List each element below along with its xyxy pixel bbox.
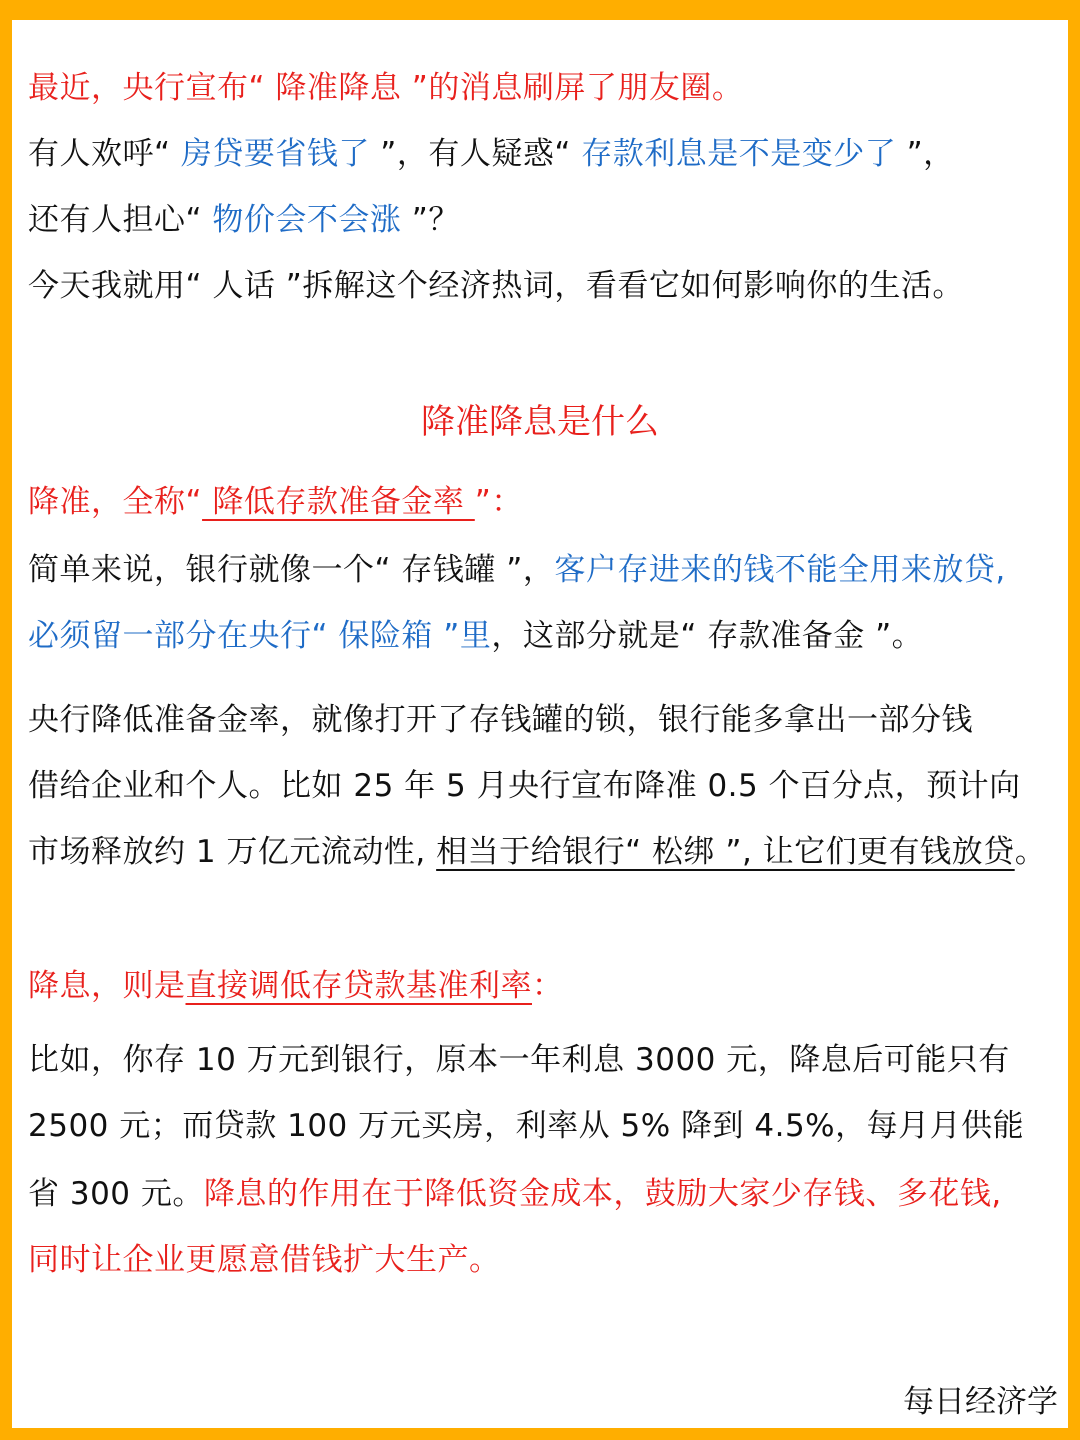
intro-highlight-deposit: 存款利息是不是变少了	[581, 136, 897, 172]
rate-line-1	[28, 1040, 1010, 1080]
rrr-title	[28, 482, 523, 522]
rate-title-c: ：	[532, 968, 564, 1004]
rrr-p1-highlight: 客户存进来的钱不能全用来放贷,	[554, 552, 1006, 588]
rate-line-2-text: 2500 元；而贷款 100 万元买房，利率从 5% 降到 4.5%，每月月供能	[28, 1108, 1025, 1144]
section-title: 降准降息是什么	[421, 402, 659, 442]
intro-line-2-c: ”，有人疑惑“	[369, 136, 582, 172]
intro-highlight-mortgage: 房贷要省钱了	[180, 136, 370, 172]
rrr-title-a: 降准，全称“	[28, 484, 203, 520]
intro-line-1-text: 最近，央行宣布“ 降准降息 ”的消息刷屏了朋友圈。	[28, 70, 744, 106]
intro-highlight-prices: 物价会不会涨	[212, 202, 402, 238]
rate-line-3-highlight: 降息的作用在于降低资金成本，鼓励大家少存钱、多花钱,	[203, 1176, 1002, 1212]
rrr-p2-line-2	[28, 766, 1021, 806]
rrr-p2-line-3	[28, 832, 1046, 872]
rrr-p2-line-1-text: 央行降低准备金率，就像打开了存钱罐的锁，银行能多拿出一部分钱	[28, 702, 973, 738]
rate-title-a: 降息，则是	[28, 968, 186, 1004]
intro-line-2-a: 有人欢呼“	[28, 136, 181, 172]
rrr-p2-line-3-c: 。	[1014, 834, 1047, 870]
rrr-p1-line-2-b: ，这部分就是“ 存款准备金 ”。	[491, 618, 924, 654]
intro-line-2	[28, 134, 955, 174]
intro-line-3-c: ”？	[401, 202, 460, 238]
article-card	[12, 20, 1068, 1428]
rate-title-term: 直接调低存贷款基准利率	[185, 968, 532, 1004]
rrr-p1-line-2	[28, 616, 923, 656]
rrr-p2-underlined: 相当于给银行“ 松绑 ”, 让它们更有钱放贷	[436, 834, 1015, 870]
rrr-p2-line-3-a: 市场释放约 1 万亿元流动性,	[28, 834, 437, 870]
rrr-p2-line-2-text: 借给企业和个人。比如 25 年 5 月央行宣布降准 0.5 个百分点，预计向	[28, 768, 1021, 804]
rate-line-3-a: 省 300 元。	[28, 1176, 204, 1212]
rate-line-2	[28, 1106, 1024, 1146]
footer-brand: 每日经济学	[903, 1384, 1058, 1420]
rate-line-4	[28, 1240, 501, 1280]
intro-line-4	[28, 266, 964, 306]
rate-title	[28, 966, 564, 1006]
rate-line-4-text: 同时让企业更愿意借钱扩大生产。	[28, 1242, 501, 1278]
intro-line-3	[28, 200, 460, 240]
intro-line-2-e: ”，	[896, 136, 955, 172]
rate-line-3	[28, 1174, 1002, 1214]
rrr-p1-line-1-a: 简单来说，银行就像一个“ 存钱罐 ”，	[28, 552, 555, 588]
rrr-p2-line-1	[28, 700, 973, 740]
intro-line-3-a: 还有人担心“	[28, 202, 213, 238]
intro-line-4-text: 今天我就用“ 人话 ”拆解这个经济热词，看看它如何影响你的生活。	[28, 268, 964, 304]
intro-line-1	[28, 68, 743, 108]
rrr-p1-line-1	[28, 550, 1006, 590]
rate-line-1-text: 比如，你存 10 万元到银行，原本一年利息 3000 元，降息后可能只有	[28, 1042, 1010, 1078]
rrr-title-c: ”：	[474, 484, 523, 520]
rrr-title-term: 降低存款准备金率	[202, 484, 475, 520]
rrr-p1-line-2-highlight: 必须留一部分在央行“ 保险箱 ”里	[28, 618, 492, 654]
